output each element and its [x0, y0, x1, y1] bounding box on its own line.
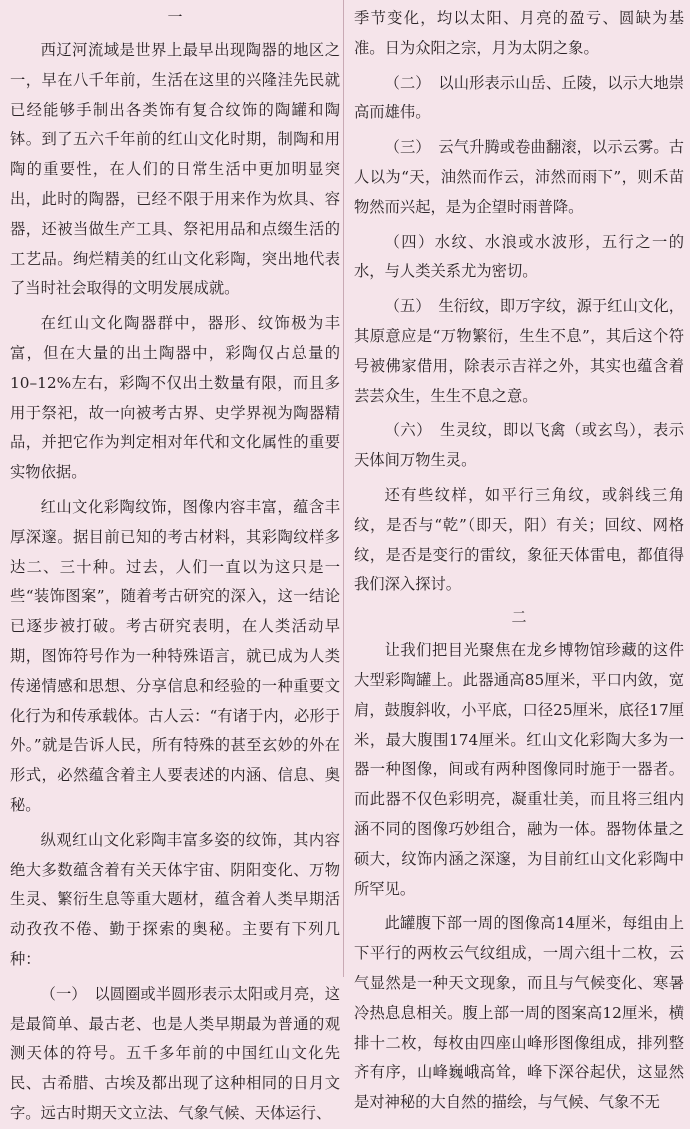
section-one-heading: 一: [167, 8, 183, 26]
paragraph: 纵观红山文化彩陶丰富多姿的纹饰，其内容绝大多数蕴含着有关天体宇宙、阴阳变化、万物生灵、繁衍生息等重大题材，蕴含着人类早期活动孜孜不倦、勤于探索的奥秘。主要有下列几种：: [10, 830, 340, 968]
paragraph: （三） 云气升腾或卷曲翻滚，以示云雾。古人以为“天，油然而作云，沛然而雨下”，则禾苗物然而兴起，是为企望时雨普降。: [354, 138, 684, 216]
paragraph: （二） 以山形表示山岳、丘陵，以示大地崇高而雄伟。: [354, 73, 684, 122]
paragraph: （一） 以圆圈或半圆形表示太阳或月亮，这是最简单、最古老、也是人类早期最为普通的观测天体的符号。五千多年前的中国红山文化先民、古希腊、古埃及都出现了这种相同的日月文字。远古时期天文立法、气象气候、天体运行、: [10, 984, 340, 1122]
paragraph: 还有些纹样，如平行三角纹，或斜线三角纹，是否与“乾”（即天，阳）有关；回纹、网格纹，是否是变行的雷纹，象征天体雷电，都值得我们深入探讨。: [354, 485, 684, 594]
paragraph: 此罐腹下部一周的图像高14厘米，每组由上下平行的两枚云气纹组成，一周六组十二枚，云气显然是一种天文现象，而且与气候变化、寒暑冷热息息相关。腹上部一周的图案高12厘米，横排十二枚，每枚由四座山峰形图像组成，排列整齐有序，山峰巍峨高耸，峰下深谷起伏，这显然是对神秘的大自然的描绘，与气候、气象不无: [354, 914, 684, 1112]
section-two-heading: 二: [511, 608, 527, 627]
paragraph: （五） 生衍纹，即万字纹，源于红山文化，其原意应是“万物繁衍，生生不息”，其后这个符号被佛家借用，除表示吉祥之外，其实也蕴含着芸芸众生，生生不息之意。: [354, 297, 684, 405]
right-column: [354, 4, 684, 1118]
paragraph: 红山文化彩陶纹饰，图像内容丰富，蕴含丰厚深邃。据目前已知的考古材料，其彩陶纹样多达二、三十种。过去，人们一直以为这只是一些“装饰图案”，随着考古研究的深入，这一结论已逐步被打破。考古研究表明，在人类活动早期，图饰符号作为一种特殊语言，就已成为人类传递情感和思想、分享信息和经验的一种重要文化行为和传承载体。古人云：“有诸于内，必形于外。”就是告诉人民，所有特殊的甚至玄妙的外在形式，必然蕴含着主人要表述的内涵、信息、奥秘。: [10, 497, 340, 814]
paragraph: 西辽河流域是世界上最早出现陶器的地区之一，早在八千年前，生活在这里的兴隆洼先民就已经能够手制出各类饰有复合纹饰的陶罐和陶钵。到了五六千年前的红山文化时期，制陶和用陶的重要性，在人们的日常生活中更加明显突出，此时的陶器，已经不限于用来作为炊具、容器，还被当做生产工具、祭祀用品和点缀生活的工艺品。绚烂精美的红山文化彩陶，突出地代表了当时社会取得的文明发展成就。: [10, 41, 340, 298]
paragraph: （四）水纹、水浪或水波形，五行之一的水，与人类关系尤为密切。: [354, 232, 684, 281]
paragraph: 在红山文化陶器群中，器形、纹饰极为丰富，但在大量的出土陶器中，彩陶仅占总量的10–12%左右，彩陶不仅出土数量有限，而且多用于祭祀，故一向被考古界、史学界视为陶器精品，并把它作为判定相对年代和文化属性的重要实物依据。: [10, 314, 340, 482]
left-column: [10, 0, 340, 1129]
paragraph: 季节变化，均以太阳、月亮的盈亏、圆缺为基准。日为众阳之宗，月为太阴之象。: [354, 9, 684, 57]
paragraph: （六） 生灵纹，即以飞禽（或玄鸟），表示天体间万物生灵。: [354, 421, 684, 470]
paragraph: 让我们把目光聚焦在龙乡博物馆珍藏的这件大型彩陶罐上。此器通高85厘米，平口内敛，宽肩，鼓腹斜收，小平底，口径25厘米，底径17厘米，最大腹围174厘米。红山文化彩陶大多为一器一种图像，间或有两种图像同时施于一器者。而此器不仅色彩明亮，凝重壮美，而且将三组内涵不同的图像巧妙组合，融为一体。器物体量之硕大，纹饰内涵之深邃，为目前红山文化彩陶中所罕见。: [354, 641, 684, 898]
column-divider: [343, 0, 344, 977]
